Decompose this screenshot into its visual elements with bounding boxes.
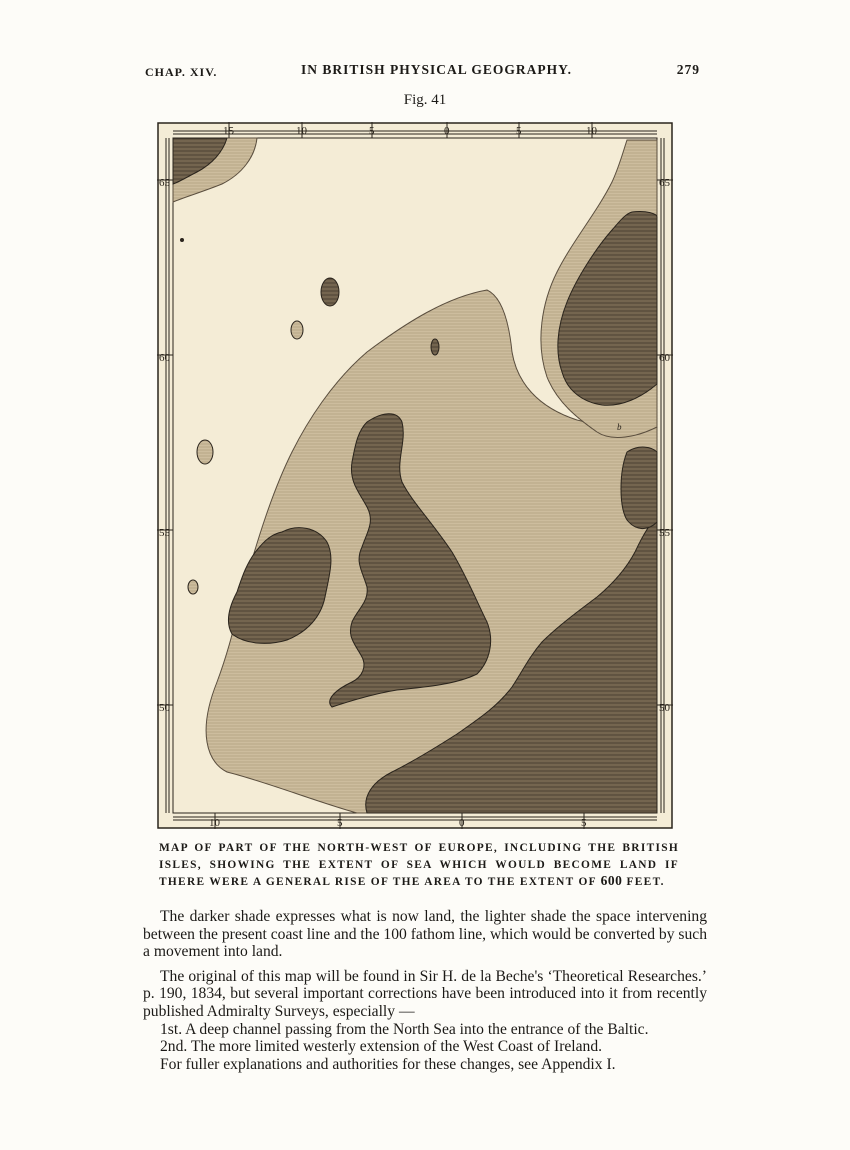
map-letter-b: b — [617, 422, 622, 432]
right-tick-label: 50 — [659, 702, 670, 714]
caption-text: MAP OF PART OF THE NORTH-WEST OF EUROPE, INCLUDING THE BRITISH ISLES, SHOWING THE EXTENT OF SEA WHICH WOULD BECOME LAND IF THERE WERE A GENERAL RISE OF THE AREA TO THE EXTENT OF — [159, 842, 679, 888]
page-number: 279 — [676, 62, 700, 77]
right-tick-label: 60 — [659, 352, 670, 364]
bottom-tick-label: 0 — [459, 817, 465, 829]
island-tiny-west — [188, 580, 198, 594]
figure-caption — [159, 840, 679, 891]
paragraph-further: For fuller explanations and authorities for these changes, see Appendix I. — [160, 1055, 616, 1073]
left-tick-label: 55 — [159, 527, 170, 539]
land-jutland — [621, 447, 657, 529]
left-tick-label: 60 — [159, 352, 170, 364]
paragraph-original: The original of this map will be found in Sir H. de la Beche's ‘Theoretical Researches.’ p. 190, 1834, but several important corrections have been introduced into it from recently published Admiralty Surveys, especially — — [143, 967, 707, 1020]
chapter-heading: CHAP. XIV. — [145, 65, 218, 79]
caption-number: 600 — [600, 873, 623, 888]
island-dot — [180, 238, 184, 242]
running-head — [145, 62, 700, 84]
bottom-tick-label: 5 — [581, 817, 587, 829]
paragraph-second-correction: 2nd. The more limited westerly extension of the West Coast of Ireland. — [160, 1038, 603, 1056]
top-tick-label: 0 — [444, 125, 450, 137]
island-small-west — [197, 440, 213, 464]
map-figure — [157, 122, 673, 829]
island-shetland — [431, 339, 439, 355]
island-rockall-area — [291, 321, 303, 339]
right-tick-label: 65 — [659, 177, 670, 189]
top-tick-label: 5 — [516, 125, 522, 137]
caption-end: FEET. — [626, 876, 665, 888]
left-tick-label: 65 — [159, 177, 170, 189]
top-tick-label: 5 — [369, 125, 375, 137]
page-heading: IN BRITISH PHYSICAL GEOGRAPHY. — [301, 62, 573, 77]
paragraph-first-correction: 1st. A deep channel passing from the North Sea into the entrance of the Baltic. — [160, 1020, 649, 1038]
island-faroe — [321, 278, 339, 306]
figure-label: Fig. 41 — [403, 92, 447, 108]
top-tick-label: 10 — [296, 125, 307, 137]
body-text — [143, 908, 707, 1073]
top-tick-label: 10 — [586, 125, 597, 137]
bottom-tick-label: 10 — [209, 817, 220, 829]
bottom-tick-label: 5 — [337, 817, 343, 829]
paragraph-shading: The darker shade expresses what is now land, the lighter shade the space intervening between the present coast line and the 100 fathom line, which would be converted by such a movement into land. — [143, 908, 707, 961]
left-tick-label: 50 — [159, 702, 170, 714]
right-tick-label: 55 — [659, 527, 670, 539]
top-tick-label: 15 — [223, 125, 234, 137]
